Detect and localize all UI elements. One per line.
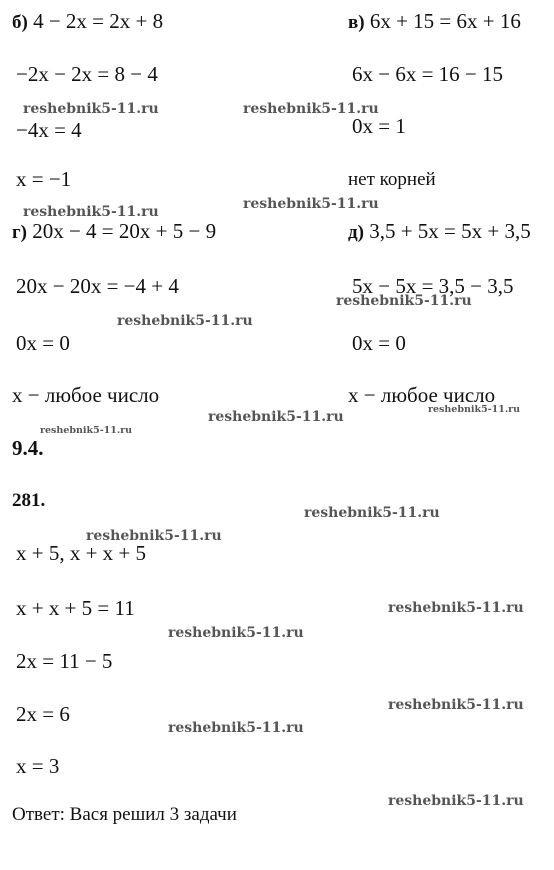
solution-line-1: x + 5, x + x + 5 — [16, 541, 147, 565]
watermark: reshebnik5-11.ru — [208, 409, 344, 425]
watermark: reshebnik5-11.ru — [117, 313, 253, 329]
equation-text: 20x − 4 = 20x + 5 − 9 — [32, 219, 217, 243]
watermark: reshebnik5-11.ru — [86, 528, 222, 544]
watermark: reshebnik5-11.ru — [23, 204, 159, 220]
watermark: reshebnik5-11.ru — [428, 404, 521, 415]
problem-b-step-2: −4x = 4 — [16, 118, 82, 142]
problem-v-equation — [348, 9, 521, 35]
problem-b-label: б) — [12, 12, 28, 33]
watermark: reshebnik5-11.ru — [304, 505, 440, 521]
solution-line-4: 2x = 6 — [16, 702, 70, 726]
watermark: reshebnik5-11.ru — [336, 293, 472, 309]
equation-text: 3,5 + 5x = 5x + 3,5 — [369, 219, 531, 243]
watermark: reshebnik5-11.ru — [168, 720, 304, 736]
problem-g-step-1: 20x − 20x = −4 + 4 — [16, 274, 179, 298]
equation-text: 6x + 15 = 6x + 16 — [369, 9, 521, 33]
problem-g-step-2: 0x = 0 — [16, 331, 70, 355]
watermark: reshebnik5-11.ru — [388, 793, 524, 809]
problem-number: 281. — [12, 490, 46, 511]
solution-line-2: x + x + 5 = 11 — [16, 596, 135, 620]
solution-line-3: 2x = 11 − 5 — [16, 649, 113, 673]
problem-d-label: д) — [348, 222, 364, 243]
watermark: reshebnik5-11.ru — [40, 425, 133, 436]
answer-text: Ответ: Вася решил 3 задачи — [12, 804, 237, 825]
problem-g-label: г) — [12, 222, 27, 243]
problem-d-step-2: 0x = 0 — [352, 331, 406, 355]
watermark: reshebnik5-11.ru — [243, 196, 379, 212]
problem-v-result: нет корней — [348, 169, 436, 190]
problem-b-equation — [12, 9, 163, 35]
problem-v-label: в) — [348, 12, 365, 33]
problem-v-step-2: 0x = 1 — [352, 114, 406, 138]
watermark: reshebnik5-11.ru — [168, 625, 304, 641]
watermark: reshebnik5-11.ru — [388, 697, 524, 713]
problem-d-result: x − любое число — [348, 383, 496, 407]
problem-g-equation — [12, 219, 216, 245]
watermark: reshebnik5-11.ru — [388, 600, 524, 616]
solution-line-5: x = 3 — [16, 754, 60, 778]
watermark: reshebnik5-11.ru — [243, 101, 379, 117]
problem-b-result: x = −1 — [16, 167, 72, 191]
problem-b-step-1: −2x − 2x = 8 − 4 — [16, 62, 158, 86]
section-heading: 9.4. — [12, 436, 44, 460]
watermark: reshebnik5-11.ru — [23, 101, 159, 117]
problem-v-step-1: 6x − 6x = 16 − 15 — [352, 62, 504, 86]
problem-d-equation — [348, 219, 531, 245]
equation-text: 4 − 2x = 2x + 8 — [33, 9, 164, 33]
problem-g-result: x − любое число — [12, 383, 160, 407]
problem-d-step-1: 5x − 5x = 3,5 − 3,5 — [352, 274, 514, 298]
